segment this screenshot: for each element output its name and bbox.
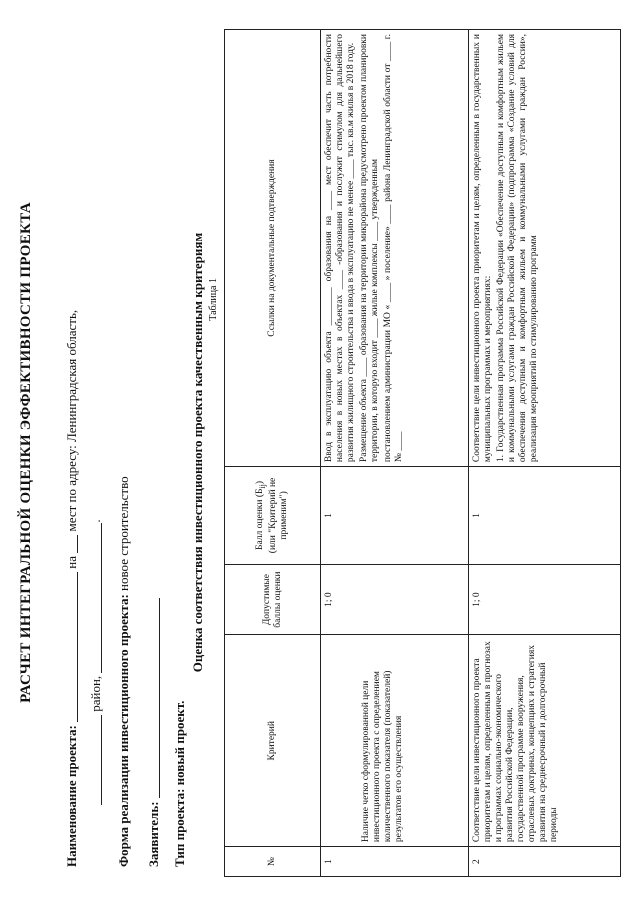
header-score-label: Балл оценки (Б: [255, 488, 266, 550]
form-line: [116, 476, 132, 867]
project-name-blank: [65, 572, 78, 722]
applicant-blank: [147, 598, 160, 798]
document-title: РАСЧЕТ ИНТЕГРАЛЬНОЙ ОЦЕНКИ ЭФФЕКТИВНОСТИ ПРОЕКТА: [18, 202, 34, 703]
row-criterion: Наличие четко сформулированной цели инвестиционного проекта с определением количественного показателя (показателей) результатов его осуществления: [321, 635, 469, 847]
header-number: №: [225, 847, 321, 877]
table-row: [321, 30, 469, 877]
row-number: 1: [321, 847, 469, 877]
project-type-line: Тип проекта: новый проект.: [172, 700, 187, 867]
reference-paragraph: постановлением администрации МО « ____ » поселение» ____ района Ленинградской области от ____ г. № ____: [383, 34, 404, 463]
reference-paragraph: Размещение объекта ____ образования на территории микрорайона предусмотрено проектом планировки территории, в которую входит ____ жилые комплексы ____ утвержденным: [359, 34, 380, 463]
address-blank: [89, 523, 102, 673]
header-allowed-points: Допустимые баллы оценки: [225, 564, 321, 635]
places-blank: [65, 535, 78, 553]
row-allowed-points: 1; 0: [469, 564, 621, 635]
row-allowed-points: 1; 0: [321, 564, 469, 635]
project-name-line: [64, 310, 80, 867]
row-references: [321, 30, 469, 467]
district-line: район, .: [88, 519, 104, 805]
row-references: [469, 30, 621, 467]
project-name-label: Наименование проекта:: [64, 725, 79, 867]
project-name-na: на: [64, 555, 79, 569]
applicant-label: Заявитель:: [146, 801, 161, 867]
header-score-rest: ) (или "Критерий не применим"): [255, 477, 289, 554]
header-score-sub: ij: [257, 484, 267, 489]
section-subtitle: Оценка соответствия инвестиционного проекта качественным критериям: [190, 232, 205, 673]
form-value: новое строительство: [116, 476, 131, 591]
reference-paragraph: 1. Государственная программа Российской Федерации «Обеспечение доступным и комфортным жильем и коммунальными услугами граждан Российской Федерации» (подпрограмма «Создание условий для обеспечения доступным и комфортным жильем и коммунальными услугами граждан России», реализация мероприятий по стимулированию программ: [496, 34, 539, 463]
district-label: район,: [88, 675, 103, 712]
applicant-line: [146, 598, 162, 867]
table-number: Таблица 1: [208, 278, 219, 321]
form-label: Форма реализации инвестиционного проекта:: [116, 594, 131, 867]
reference-paragraph: Соответствие цели инвестиционного проекта приоритетам и целям, определенным в государственных и муниципальных программах и мероприятиях:: [472, 34, 493, 463]
district-blank: [89, 715, 102, 805]
criteria-table: [224, 29, 621, 877]
header-criterion: Критерий: [225, 635, 321, 847]
project-name-rest: мест по адресу: Ленинградская область,: [64, 309, 79, 532]
header-score: [225, 467, 321, 565]
row-number: 2: [469, 847, 621, 877]
reference-paragraph: Ввод в эксплуатацию объекта ________ образования на ____ мест обеспечит часть потребности населения в новых местах в объектах ____ -образования и послужит стимулом для дальнейшего развития жилищного строительства и ввода в эксплуатацию не менее ____ тыс. кв.м жилья в 2018 году.: [324, 34, 356, 463]
table-row: [469, 30, 621, 877]
table-header-row: [225, 30, 321, 877]
row-criterion: Соответствие цели инвестиционного проекта приоритетам и целям, определенным в прогнозах и программах социально-экономического развития Российской Федерации, государственной программе вооружения, отраслевых доктринах, концепциях и стратегиях развития на среднесрочный и долгосрочный периоды: [469, 635, 621, 847]
row-score: 1: [469, 467, 621, 565]
row-score: 1: [321, 467, 469, 565]
header-references: Ссылки на документальные подтверждения: [225, 30, 321, 467]
